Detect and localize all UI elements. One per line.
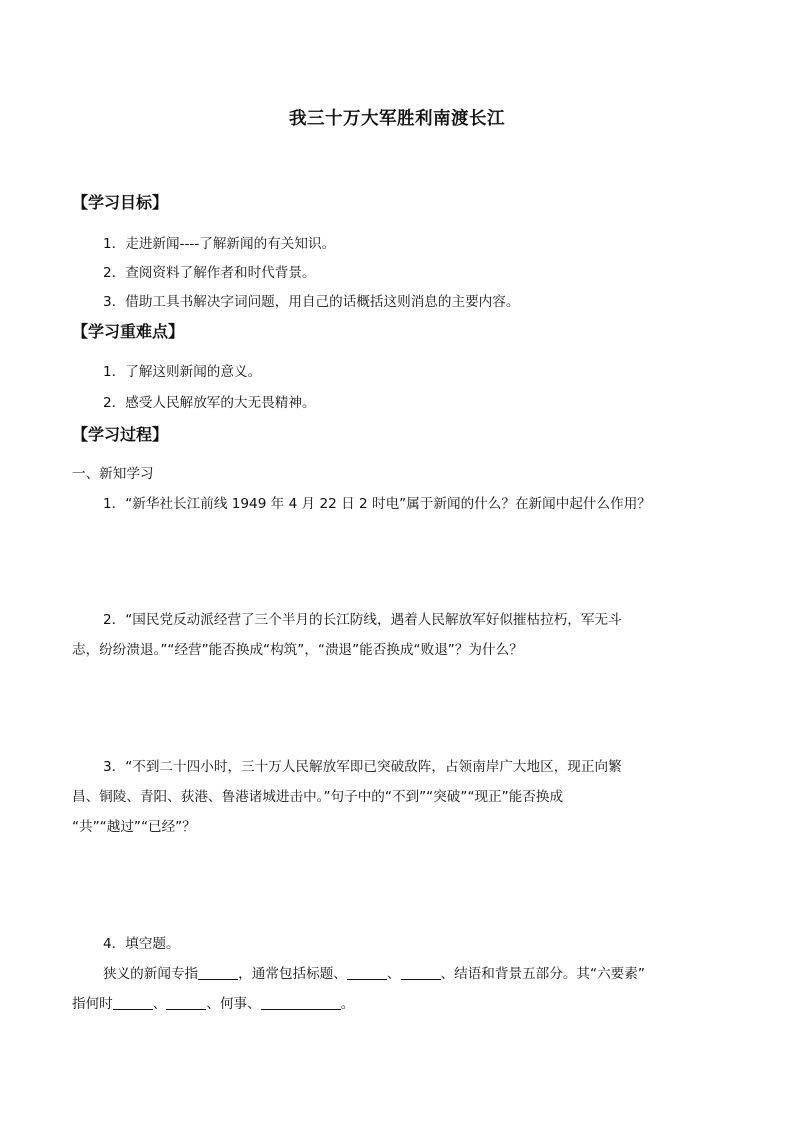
- question-3-line-2: 昌、铜陵、青阳、荻港、鲁港诸城进击中。”句子中的“不到”“突破”“现正”能否换成: [72, 789, 564, 805]
- blank-element-1[interactable]: [113, 995, 153, 1010]
- question-1: 1．“新华社长江前线 1949 年 4 月 22 日 2 时电”属于新闻的什么？在新闻中起什么作用？: [103, 496, 651, 512]
- goal-item-3: 3．借助工具书解决字词问题，用自己的话概括这则消息的主要内容。: [103, 294, 520, 310]
- blank-part-2[interactable]: [347, 965, 387, 980]
- blank-part-3[interactable]: [401, 965, 441, 980]
- page-title: 我三十万大军胜利南渡长江: [289, 109, 505, 129]
- question-2-line-2: 志，纷纷溃退。”“经营”能否换成“构筑”，“溃退”能否换成“败退”？为什么？: [72, 642, 523, 658]
- fill-text-1b: ，通常包括标题、: [238, 966, 347, 982]
- fill-text-2b: 、: [152, 996, 167, 1012]
- keypoint-item-2: 2．感受人民解放军的大无畏精神。: [103, 395, 316, 411]
- fill-text-2d: 。: [340, 996, 355, 1012]
- keypoint-item-1: 1．了解这则新闻的意义。: [103, 364, 262, 380]
- blank-element-2[interactable]: [166, 995, 206, 1010]
- section-heading-keypoints: 【学习重难点】: [72, 322, 185, 341]
- question-3-line-1: 3．“不到二十四小时，三十万人民解放军即已突破敌阵，占领南岸广大地区，现正向繁: [103, 759, 622, 775]
- fill-blank-line-2: [72, 992, 354, 1012]
- blank-element-3[interactable]: [261, 995, 341, 1010]
- fill-text-1a: 狭义的新闻专指: [103, 966, 199, 982]
- part-heading-new-knowledge: 一、新知学习: [72, 466, 154, 482]
- fill-text-1c: 、: [386, 966, 401, 982]
- section-heading-goals: 【学习目标】: [72, 193, 169, 212]
- question-4: 4．填空题。: [103, 936, 180, 952]
- fill-blank-line-1: [103, 962, 645, 982]
- goal-item-2: 2．查阅资料了解作者和时代背景。: [103, 265, 316, 281]
- goal-item-1: 1．走进新闻----了解新闻的有关知识。: [103, 236, 336, 252]
- blank-news-definition[interactable]: [198, 965, 238, 980]
- fill-text-2a: 指何时: [72, 996, 113, 1012]
- question-3-line-3: “共”“越过”“已经”？: [72, 819, 196, 835]
- section-heading-process: 【学习过程】: [72, 425, 169, 444]
- fill-text-2c: 、何事、: [206, 996, 261, 1012]
- fill-text-1d: 、结语和背景五部分。其“六要素”: [440, 966, 645, 982]
- question-2-line-1: 2．“国民党反动派经营了三个半月的长江防线，遇着人民解放军好似摧枯拉朽，军无斗: [103, 612, 622, 628]
